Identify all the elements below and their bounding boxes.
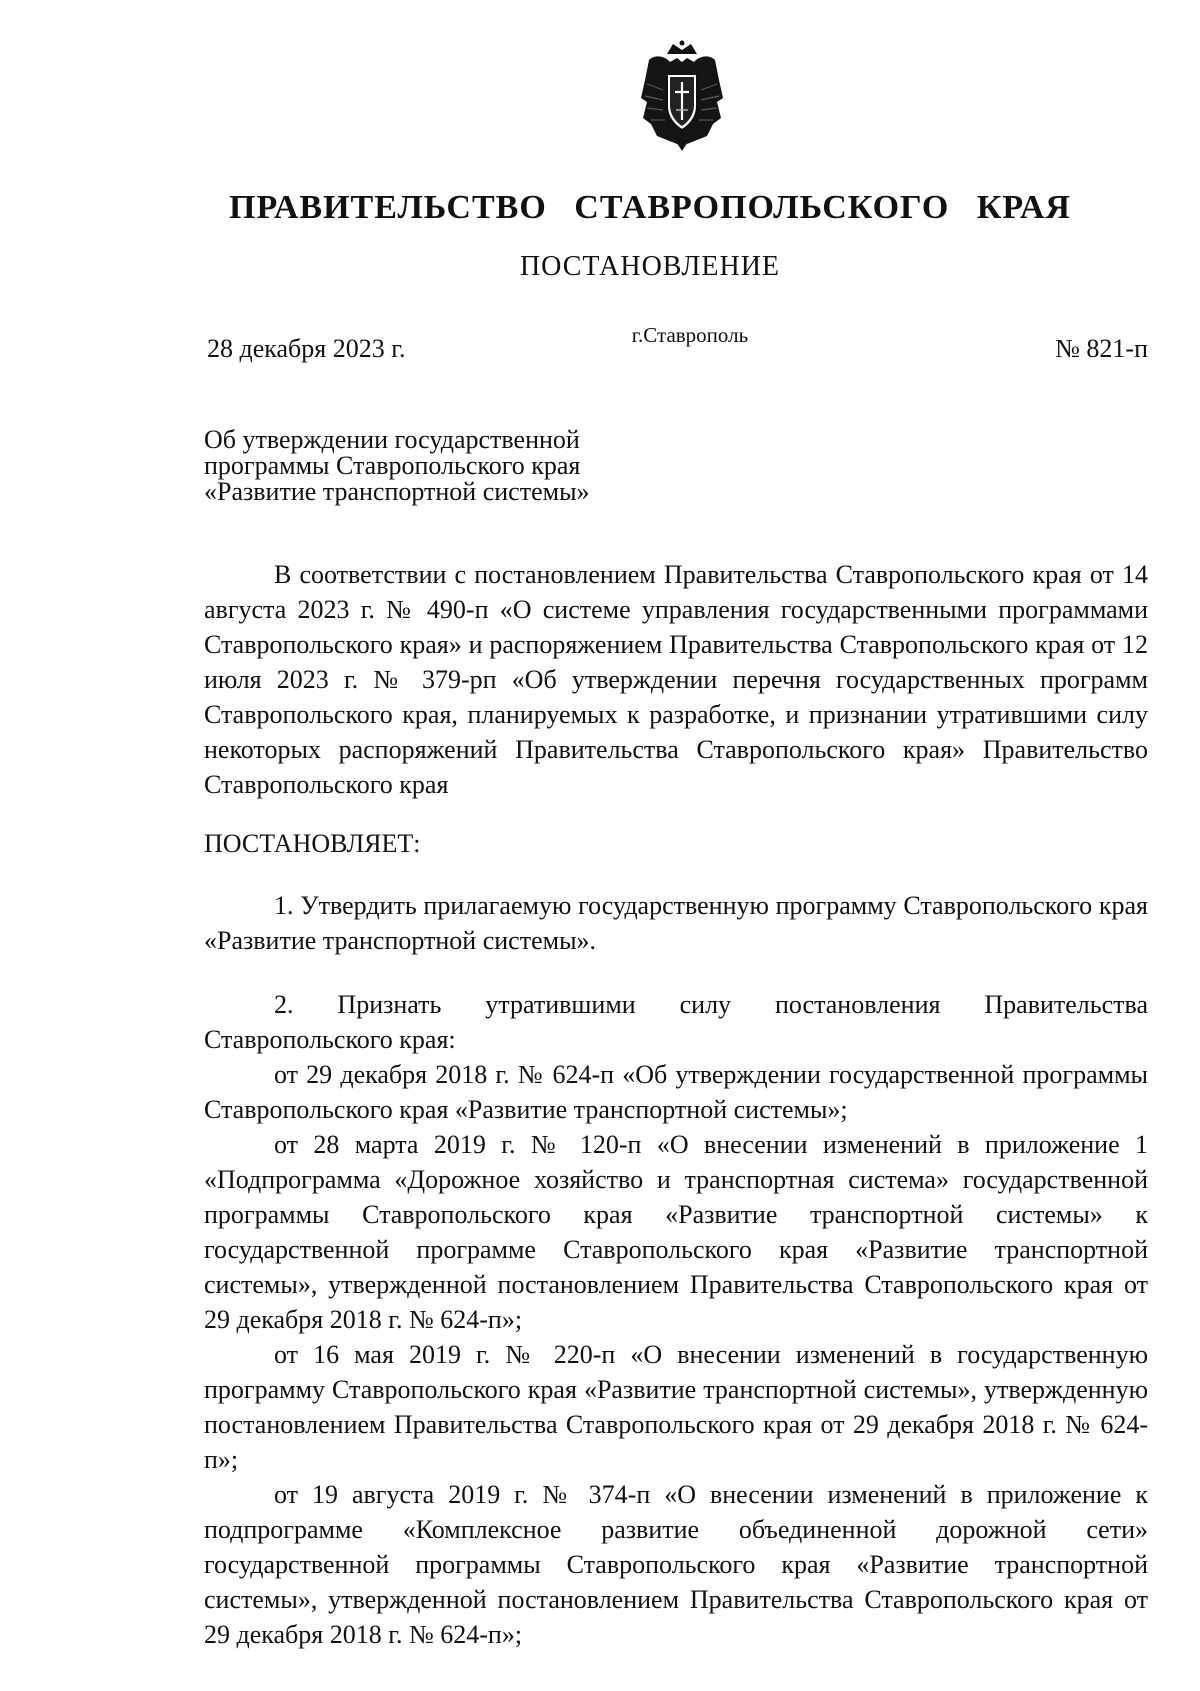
document-subject: [204, 427, 664, 505]
document-type: ПОСТАНОВЛЕНИЕ: [519, 251, 781, 282]
document-date: 28 декабря 2023 г.: [207, 334, 406, 363]
organization-title: ПРАВИТЕЛЬСТВО СТАВРОПОЛЬСКОГО КРАЯ: [229, 189, 1071, 226]
repealed-item: от 29 декабря 2018 г. № 624-п «Об утверждении государственной программы Ставропольского края «Развитие транспортной системы»;: [204, 1060, 1148, 1124]
document-city: г.Ставрополь: [631, 323, 749, 347]
stavropol-krai-coat-of-arms-icon: [637, 40, 727, 152]
document-number: № 821-п: [1055, 334, 1148, 363]
item-2-intro-paragraph: 2. Признать утратившими силу постановления Правительства Ставропольского края:: [204, 990, 1148, 1054]
document-body: [204, 557, 1148, 1652]
repealed-item: от 19 августа 2019 г. № 374-п «О внесении изменений в приложение к подпрограмме «Комплексное развитие объединенной дорожной сети» государственной программы Ставропольского края «Развитие транспортной системы», утвержденной постановлением Правительства Ставропольского края от 29 декабря 2018 г. № 624-п»;: [204, 1480, 1148, 1649]
subject-line: «Развитие транспортной системы»: [204, 477, 590, 506]
repealed-item: от 28 марта 2019 г. № 120-п «О внесении изменений в приложение 1 «Подпрограмма «Дорожное хозяйство и транспортная система» государственной программы Ставропольского края «Развитие транспортной системы» к государственной программе Ставропольского края «Развитие транспортной системы», утвержденной постановлением Правительства Ставропольского края от 29 декабря 2018 г. № 624-п»;: [204, 1130, 1148, 1334]
repealed-item: от 16 мая 2019 г. № 220-п «О внесении изменений в государственную программу Ставропольского края «Развитие транспортной системы», утвержденную постановлением Правительства Ставропольского края от 29 декабря 2018 г. № 624-п»;: [204, 1340, 1148, 1474]
subject-line: Об утверждении государственной: [204, 425, 580, 454]
item-1-paragraph: 1. Утвердить прилагаемую государственную программу Ставропольского края «Развитие транспортной системы».: [204, 891, 1148, 955]
preamble-paragraph: В соответствии с постановлением Правительства Ставропольского края от 14 августа 2023 г. № 490-п «О системе управления государственными программами Ставропольского края» и распоряжением Правительства Ставропольского края от 12 июля 2023 г. № 379-рп «Об утверждении перечня государственных программ Ставропольского края, планируемых к разработке, и признании утратившими силу некоторых распоряжений Правительства Ставропольского края» Правительство Ставропольского края: [204, 560, 1148, 799]
subject-line: программы Ставропольского края: [204, 451, 581, 480]
decree-word: ПОСТАНОВЛЯЕТ:: [204, 829, 421, 858]
